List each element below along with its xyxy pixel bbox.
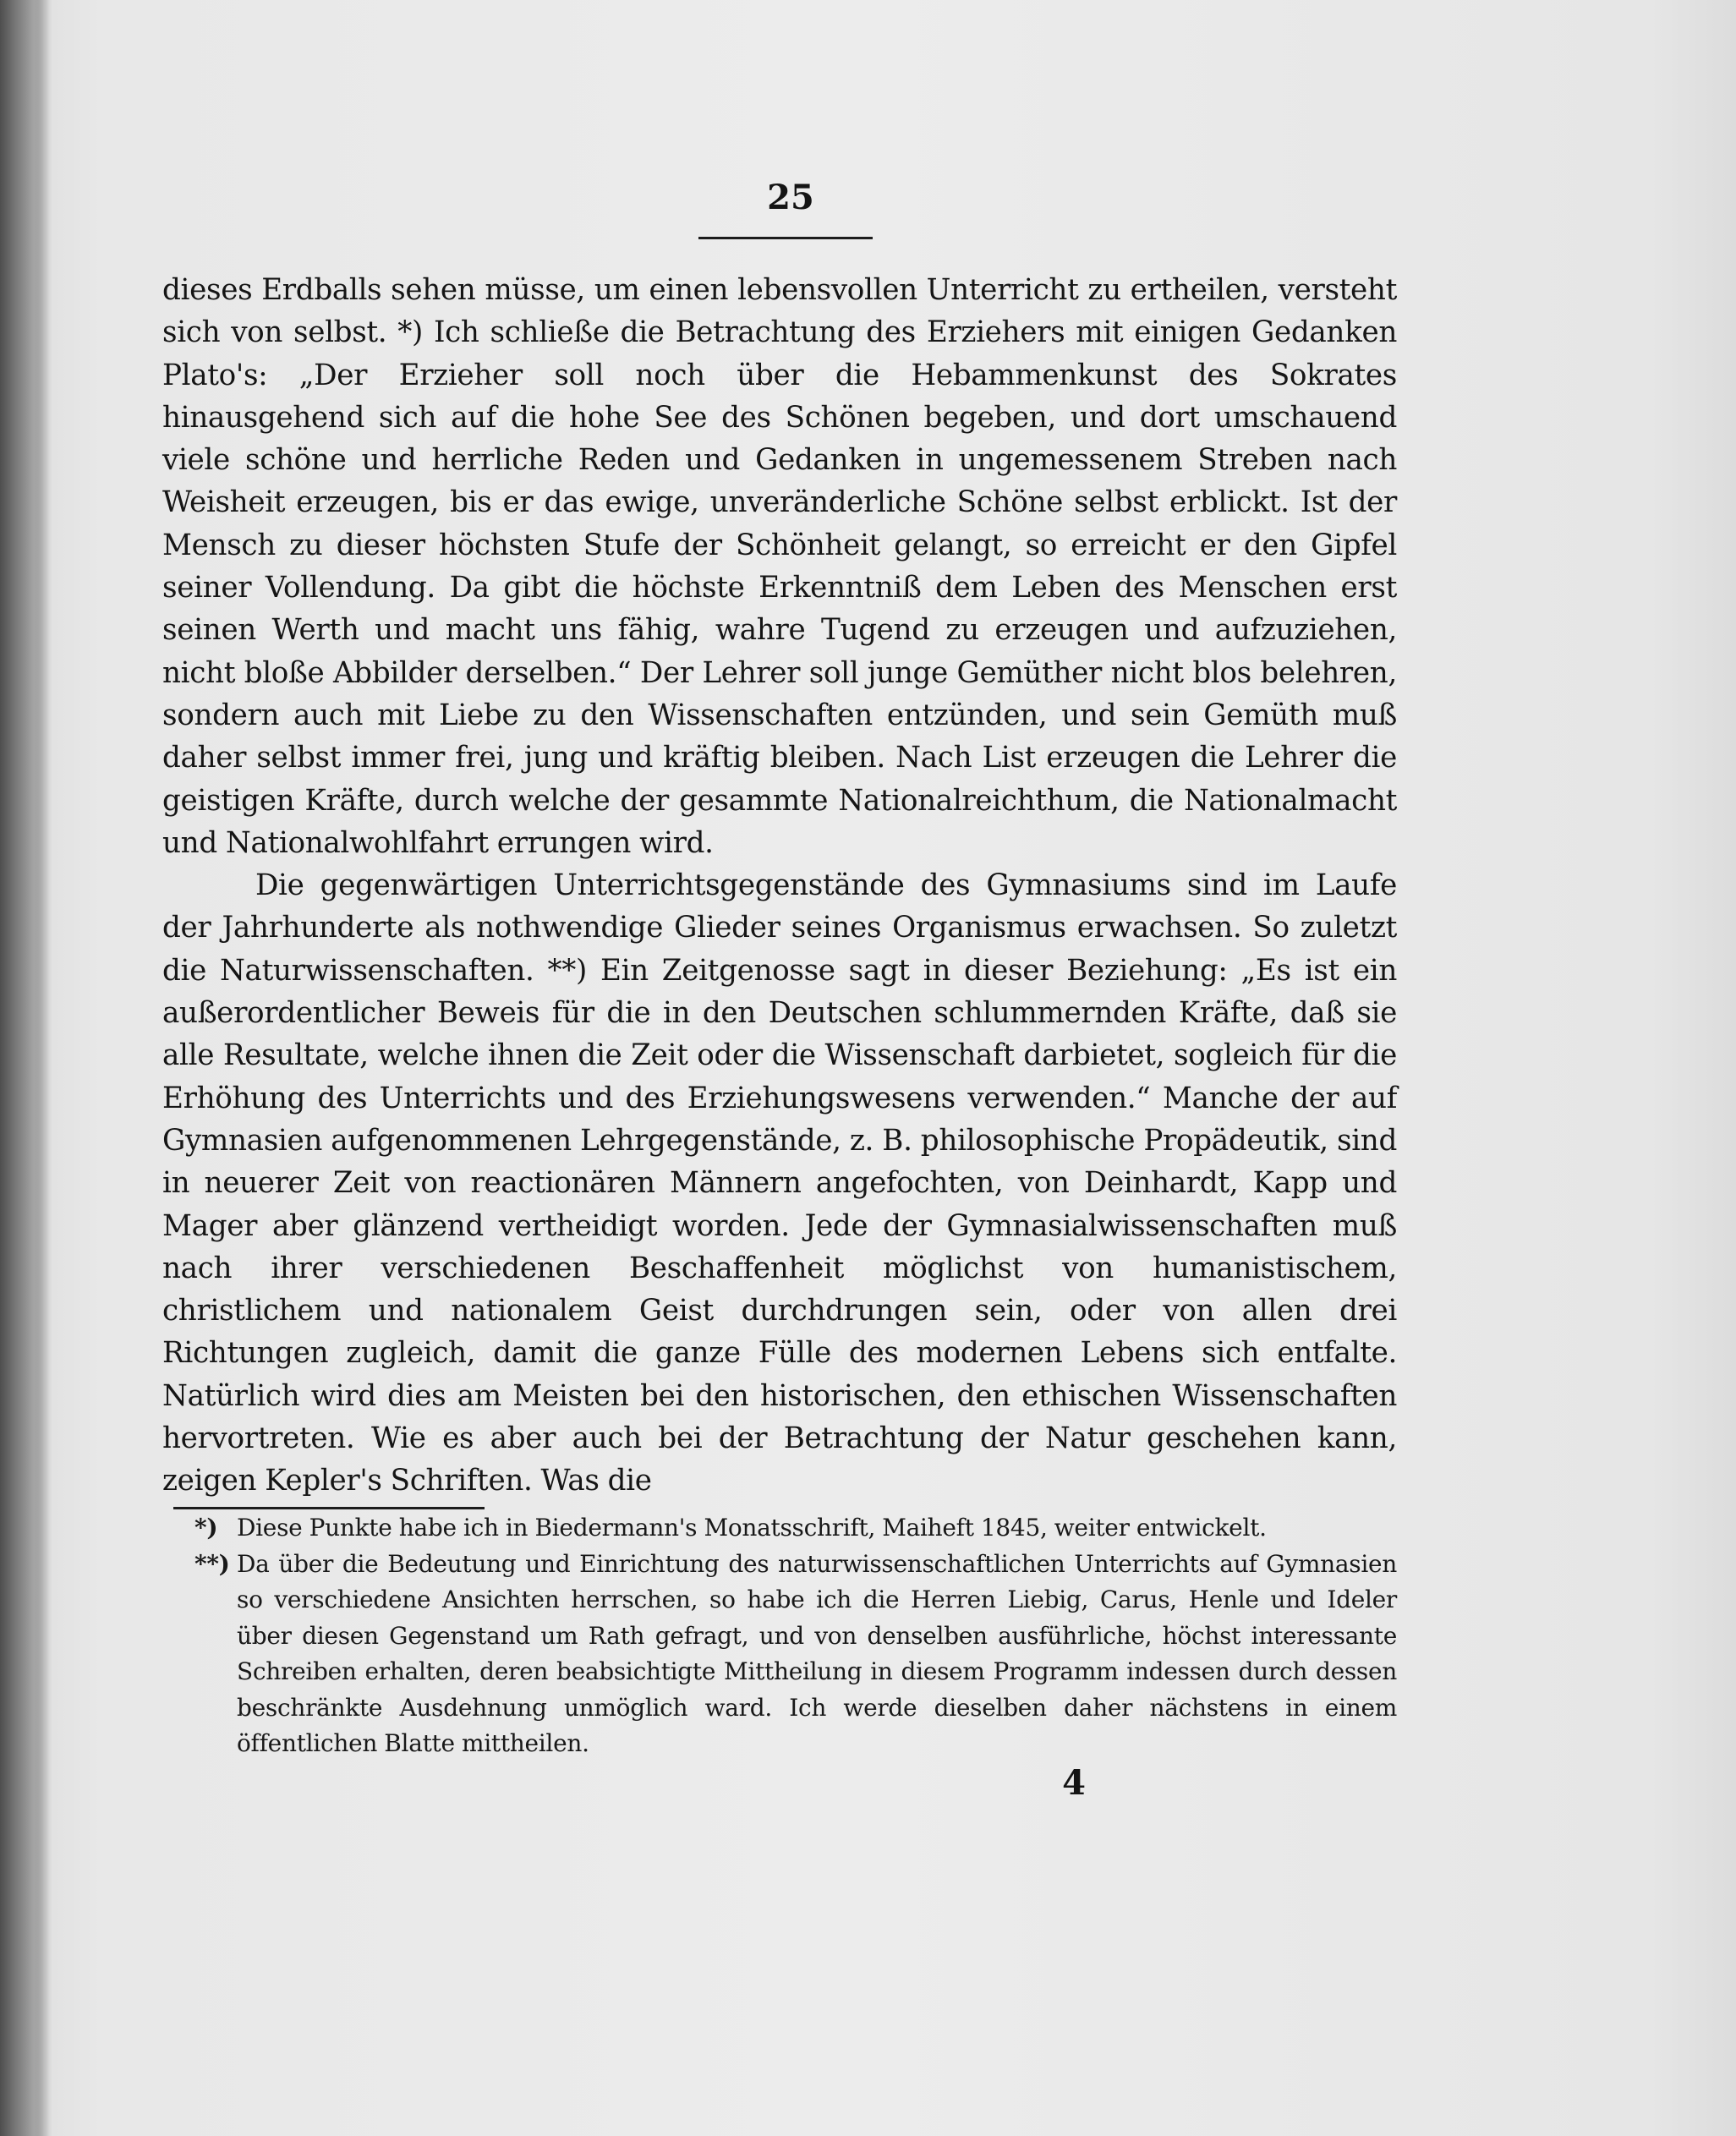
footnotes <box>162 1510 1397 1762</box>
footnote-text: Diese Punkte habe ich in Biedermann's Monatsschrift, Maiheft 1845, weiter entwickelt. <box>237 1514 1267 1542</box>
footnote-rule <box>173 1507 485 1509</box>
main-text <box>162 269 1397 1503</box>
footnote-2 <box>162 1547 1397 1762</box>
page-number: 25 <box>767 178 814 217</box>
paragraph-2: Die gegenwärtigen Unterrichtsgegenstände des Gymnasiums sind im Laufe der Jahrhunderte als nothwendige Glieder seines Organismus erwachsen. So zuletzt die Naturwissenschaften. **) Ein Zeitgenosse sagt in dieser Beziehung: „Es ist ein außerordentlicher Beweis für die in den Deutschen schlummernden Kräfte, daß sie alle Resultate, welche ihnen die Zeit oder die Wissenschaft darbietet, sogleich für die Erhöhung des Unterrichts und des Erziehungswesens verwenden.“ Manche der auf Gymnasien aufgenommenen Lehrgegenstände, z. B. philosophische Propädeutik, sind in neuerer Zeit von reactionären Männern angefochten, von Deinhardt, Kapp und Mager aber glänzend vertheidigt worden. Jede der Gymnasialwissenschaften muß nach ihrer verschiedenen Beschaffenheit möglichst von humanistischem, christlichem und nationalem Geist durchdrungen sein, oder von allen drei Richtungen zugleich, damit die ganze Fülle des modernen Lebens sich entfalte. Natürlich wird dies am Meisten bei den historischen, den ethischen Wissenschaften hervortreten. Wie es aber auch bei der Betrachtung der Natur geschehen kann, zeigen Kepler's Schriften. Was die <box>162 868 1397 1498</box>
footnote-mark: **) <box>194 1549 230 1578</box>
footnote-1 <box>162 1510 1397 1547</box>
header-rule <box>698 237 873 239</box>
signature-mark: 4 <box>1062 1763 1086 1803</box>
footnote-text: Da über die Bedeutung und Einrichtung des naturwissenschaftlichen Unterrichts auf Gymnasien so verschiedene Ansichten herrschen, so habe ich die Herren Liebig, Carus, Henle und Ideler über diesen Gegenstand um Rath gefragt, und von denselben ausführliche, höchst interessante Schreiben erhalten, deren beabsichtigte Mittheilung in diesem Programm indessen durch dessen beschränkte Ausdehnung unmöglich ward. Ich werde dieselben daher nächstens in einem öffentlichen Blatte mittheilen. <box>237 1549 1397 1757</box>
footnote-mark: *) <box>194 1514 218 1542</box>
binding-gutter-shadow <box>0 0 49 2136</box>
paragraph-1: dieses Erdballs sehen müsse, um einen lebensvollen Unterricht zu ertheilen, versteht sich von selbst. *) Ich schließe die Betrachtung des Erziehers mit einigen Gedanken Plato's: „Der Erzieher soll noch über die Hebammenkunst des Sokrates hinausgehend sich auf die hohe See des Schönen begeben, und dort umschauend viele schöne und herrliche Reden und Gedanken in ungemessenem Streben nach Weisheit erzeugen, bis er das ewige, unveränderliche Schöne selbst erblickt. Ist der Mensch zu dieser höchsten Stufe der Schönheit gelangt, so erreicht er den Gipfel seiner Vollendung. Da gibt die höchste Erkenntniß dem Leben des Menschen erst seinen Werth und macht uns fähig, wahre Tugend zu erzeugen und aufzuziehen, nicht bloße Abbilder derselben.“ Der Lehrer soll junge Gemüther nicht blos belehren, sondern auch mit Liebe zu den Wissenschaften entzünden, und sein Gemüth muß daher selbst immer frei, jung und kräftig bleiben. Nach List erzeugen die Lehrer die geistigen Kräfte, durch welche der gesammte Nationalreichthum, die Nationalmacht und Nationalwohlfahrt errungen wird. <box>162 273 1397 860</box>
